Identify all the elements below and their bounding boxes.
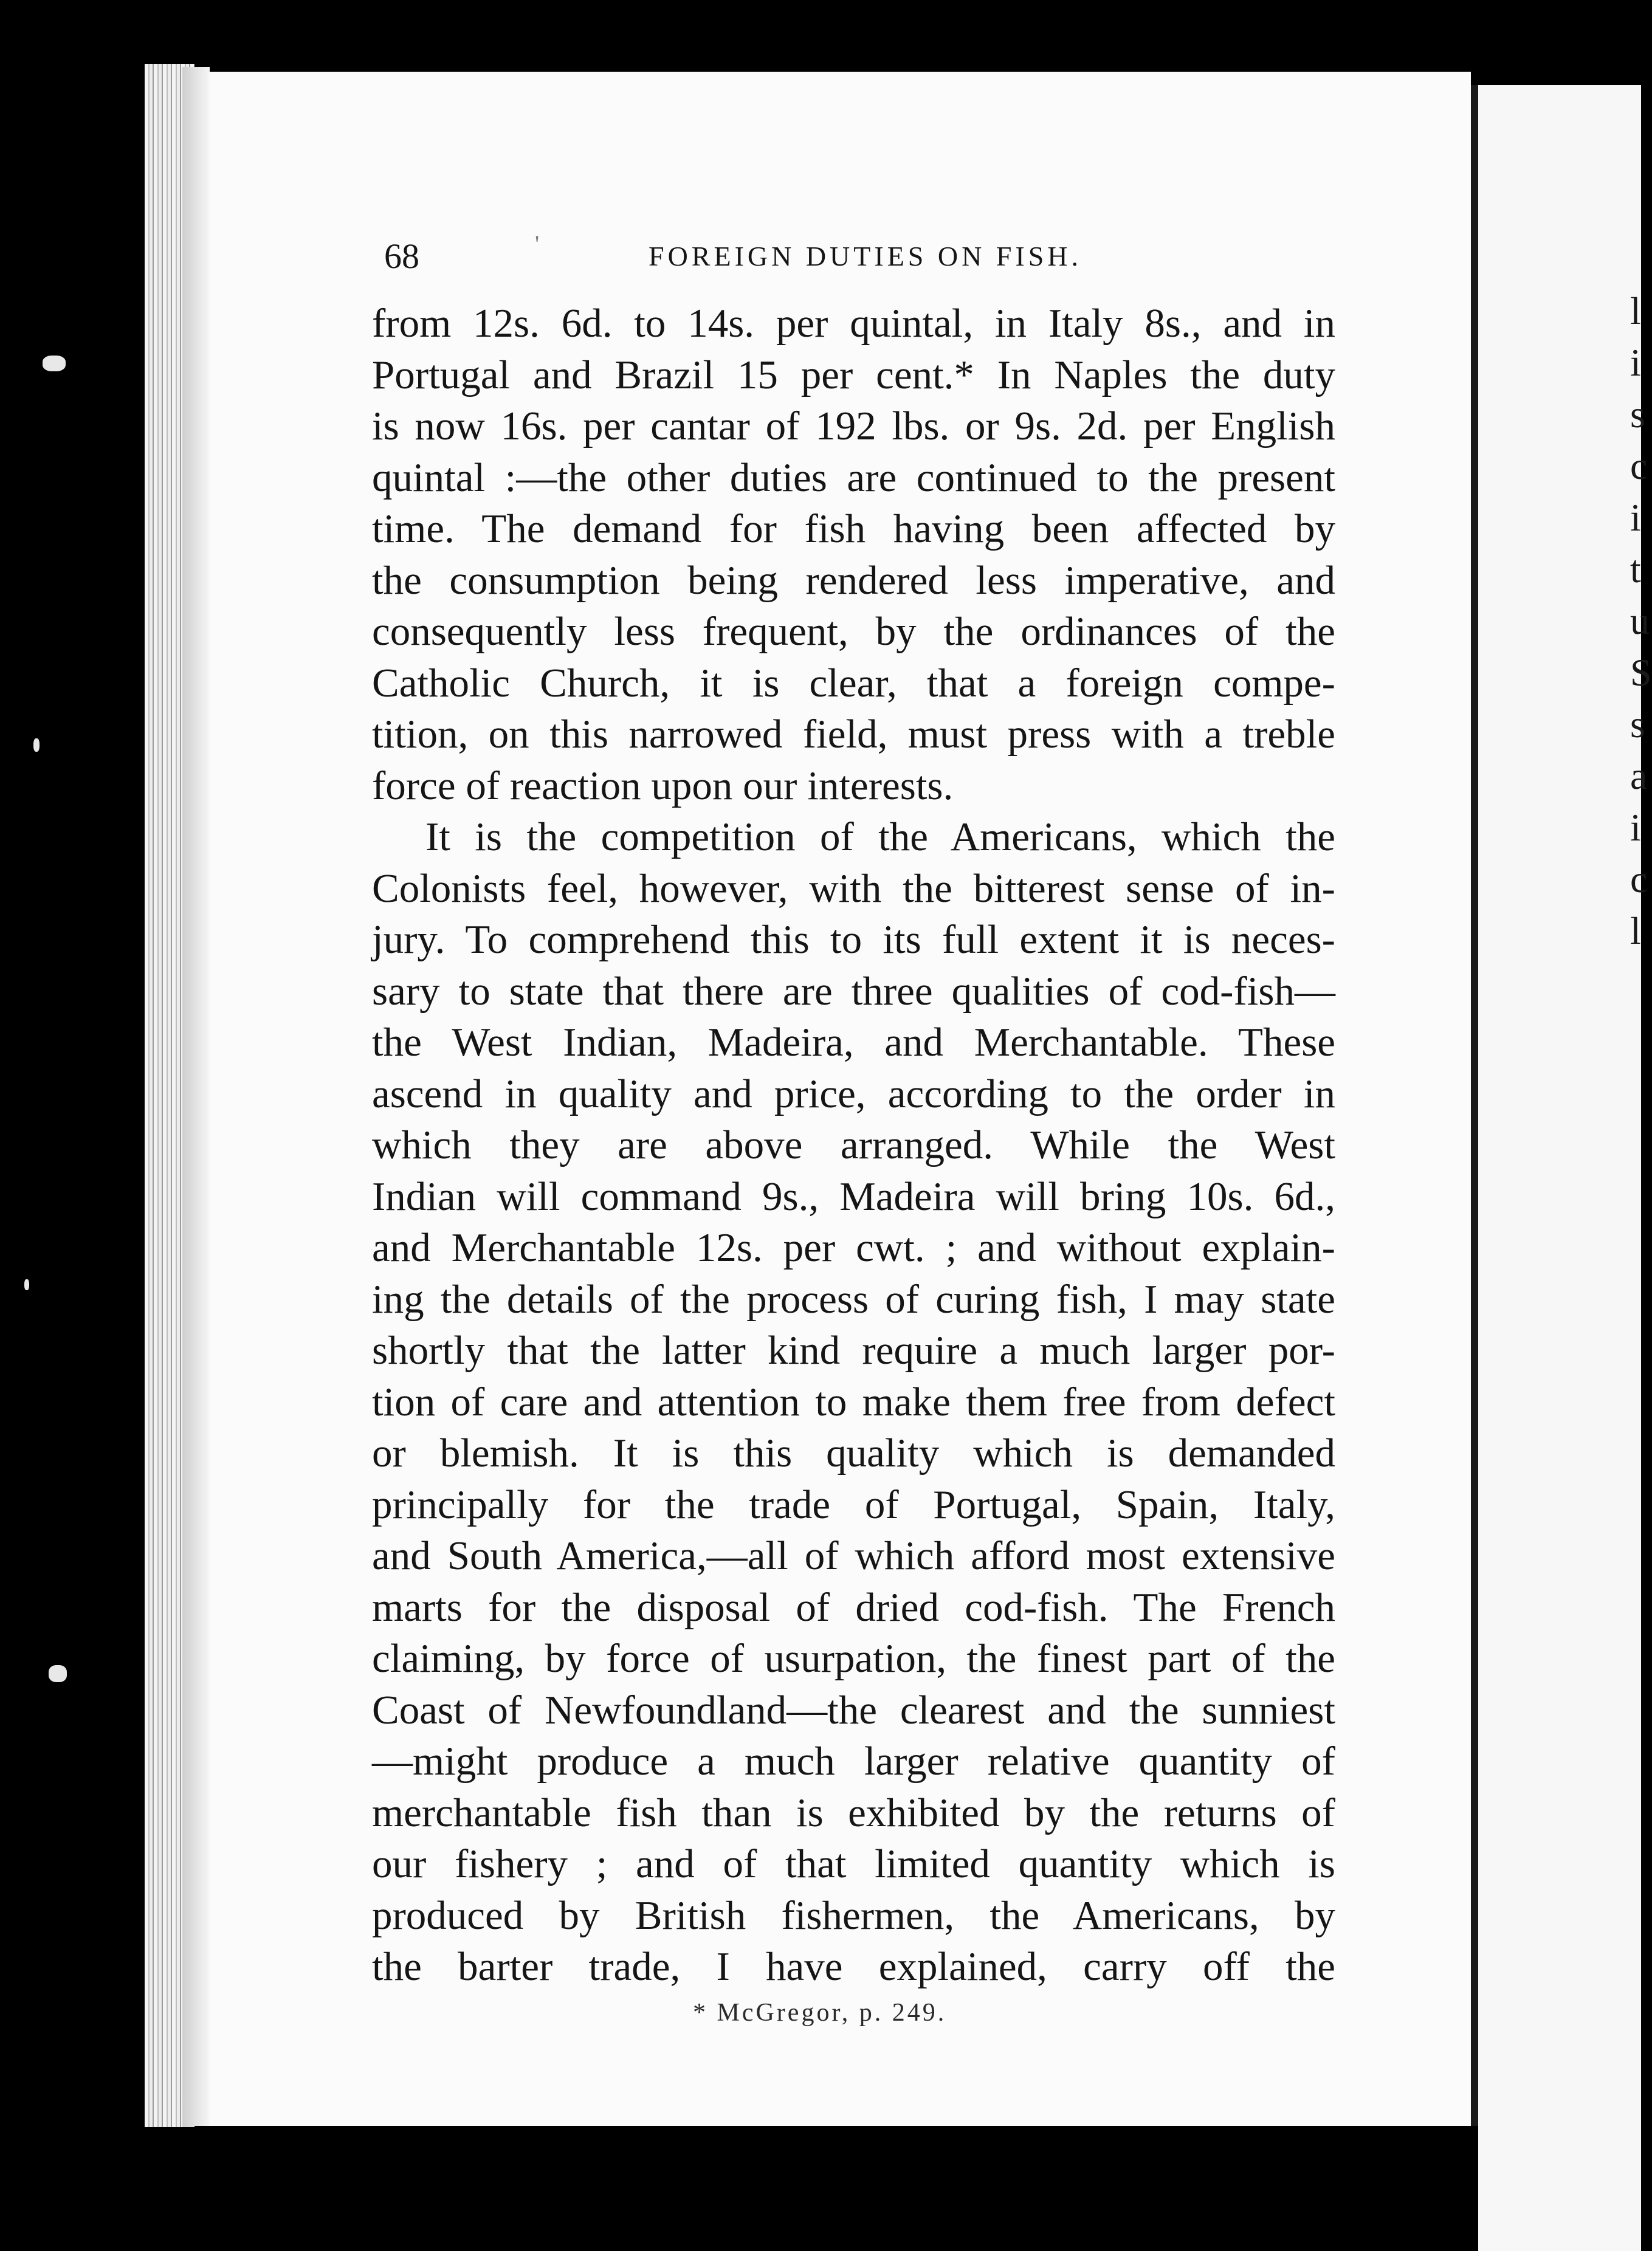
scan-speck xyxy=(43,356,66,371)
text-line: It is the competition of the Americans, which the xyxy=(425,814,1335,859)
fragment-letter: a xyxy=(1630,754,1648,797)
scan-speck xyxy=(49,1665,67,1682)
fragment-letter: S xyxy=(1630,651,1652,694)
scan-speck xyxy=(33,738,40,752)
text-line: our fishery ; and of that limited quantity which is xyxy=(372,1841,1335,1886)
fragment-letter: u xyxy=(1630,599,1650,642)
text-line: —might produce a much larger relative quantity of xyxy=(372,1739,1335,1784)
text-line: force of reaction upon our interests. xyxy=(372,763,954,808)
scan-speck xyxy=(24,1279,29,1290)
fragment-letter: l xyxy=(1630,289,1641,332)
text-line: time. The demand for fish having been affected by xyxy=(372,506,1335,551)
fragment-letter: i xyxy=(1630,496,1641,539)
fragment-letter: t xyxy=(1630,548,1641,591)
text-line: ing the details of the process of curing fish, I may state xyxy=(372,1276,1335,1322)
text-line: from 12s. 6d. to 14s. per quintal, in Italy 8s., and in xyxy=(372,301,1335,346)
text-line: marts for the disposal of dried cod-fish. The French xyxy=(372,1584,1335,1630)
fragment-letter: s xyxy=(1630,393,1645,436)
fragment-letter: c xyxy=(1630,444,1648,487)
body-text xyxy=(372,298,1335,1993)
text-line: principally for the trade of Portugal, Spain, Italy, xyxy=(372,1482,1335,1527)
text-line: Catholic Church, it is clear, that a foreign compe- xyxy=(372,660,1335,706)
text-line: Colonists feel, however, with the bitterest sense of in- xyxy=(372,865,1335,911)
text-line: Coast of Newfoundland—the clearest and the sunniest xyxy=(372,1687,1335,1733)
text-line: Indian will command 9s., Madeira will bring 10s. 6d., xyxy=(372,1174,1335,1219)
text-line: Portugal and Brazil 15 per cent.* In Naples the duty xyxy=(372,352,1335,397)
running-head-title: FOREIGN DUTIES ON FISH. xyxy=(649,241,1082,272)
text-line: consequently less frequent, by the ordinances of the xyxy=(372,609,1335,654)
stray-mark: ' xyxy=(535,230,540,258)
text-line: claiming, by force of usurpation, the finest part of the xyxy=(372,1636,1335,1681)
text-line: quintal :—the other duties are continued to the present xyxy=(372,455,1335,500)
text-line: tition, on this narrowed field, must press with a treble xyxy=(372,712,1335,757)
fragment-letter: i xyxy=(1630,806,1641,849)
gutter-shadow xyxy=(182,67,210,2127)
text-line: produced by British fishermen, the Americans, by xyxy=(372,1892,1335,1938)
text-line: and Merchantable 12s. per cwt. ; and without explain- xyxy=(372,1225,1335,1270)
facing-page-edge xyxy=(1471,85,1478,2163)
text-line: is now 16s. per cantar of 192 lbs. or 9s. 2d. per English xyxy=(372,404,1335,448)
text-line: the consumption being rendered less imperative, and xyxy=(372,557,1335,603)
text-line: the barter trade, I have explained, carry off the xyxy=(372,1944,1335,1989)
text-line: jury. To comprehend this to its full extent it is neces- xyxy=(372,917,1335,962)
bottom-border xyxy=(194,2126,1478,2251)
fragment-letter: l xyxy=(1630,909,1641,952)
footnote: * McGregor, p. 249. xyxy=(693,1999,947,2027)
text-line: shortly that the latter kind require a much larger por- xyxy=(372,1328,1335,1373)
page-number: 68 xyxy=(384,236,419,276)
fragment-letter: i xyxy=(1630,341,1641,384)
text-line: and South America,—all of which afford most extensive xyxy=(372,1533,1335,1578)
text-line: or blemish. It is this quality which is demanded xyxy=(372,1431,1335,1476)
text-line: merchantable fish than is exhibited by the returns of xyxy=(372,1790,1335,1835)
fragment-letter: s xyxy=(1630,703,1645,746)
text-line: tion of care and attention to make them free from defect xyxy=(372,1379,1335,1424)
text-line: the West Indian, Madeira, and Merchantable. These xyxy=(372,1020,1335,1065)
facing-page xyxy=(1478,85,1641,2251)
text-line: which they are above arranged. While the West xyxy=(372,1122,1335,1167)
text-line: ascend in quality and price, according to the order in xyxy=(372,1071,1335,1116)
fragment-letter: c xyxy=(1630,857,1648,901)
text-line: sary to state that there are three qualities of cod-fish— xyxy=(372,968,1335,1014)
